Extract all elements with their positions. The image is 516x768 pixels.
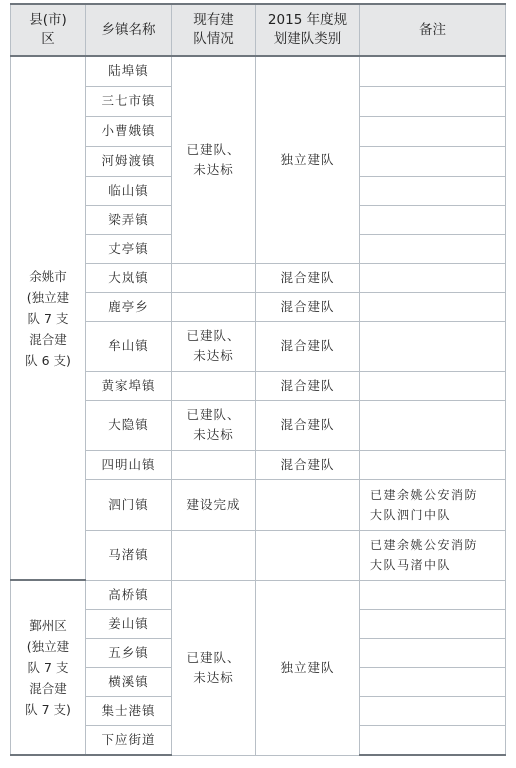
remark-cell (360, 725, 506, 755)
county-line: (独立建 (26, 639, 70, 654)
town-cell: 小曹娥镇 (86, 116, 172, 146)
status-line: 已建队、 (186, 328, 241, 343)
status-line: 未达标 (193, 669, 234, 685)
town-cell: 横溪镇 (86, 667, 172, 696)
remark-cell (360, 400, 506, 450)
status-line: 已建队、 (186, 649, 241, 665)
status-line: 未达标 (193, 161, 234, 177)
table-row (11, 292, 506, 321)
remark-line: 大队泗门中队 (370, 507, 452, 522)
town-cell: 三七市镇 (86, 86, 172, 116)
header-current-line-1: 现有建 (193, 12, 234, 28)
plan-cell: 混合建队 (256, 450, 360, 479)
header-plan (256, 4, 360, 56)
plan-cell (256, 479, 360, 530)
county-line: 队 7 支 (27, 660, 69, 675)
county-line: 鄞州区 (29, 618, 67, 633)
county-line: 混合建 (29, 681, 67, 696)
town-cell: 临山镇 (86, 176, 172, 205)
county-cell-yuyao (11, 56, 86, 580)
status-line: 已建队、 (186, 141, 241, 157)
town-cell: 丈亭镇 (86, 234, 172, 263)
remark-cell (360, 609, 506, 638)
town-cell: 集士港镇 (86, 696, 172, 725)
remark-cell (360, 86, 506, 116)
table-row (11, 321, 506, 371)
header-county-line-2: 区 (41, 31, 55, 47)
header-row (11, 4, 506, 56)
header-county-line-1: 县(市) (29, 12, 67, 28)
town-cell: 泗门镇 (86, 479, 172, 530)
status-cell (172, 530, 256, 580)
plan-cell: 混合建队 (256, 400, 360, 450)
fire-brigade-plan-table (10, 3, 506, 756)
table-row (11, 56, 506, 86)
status-cell (172, 321, 256, 371)
remark-cell (360, 116, 506, 146)
remark-cell (360, 56, 506, 86)
status-line: 未达标 (193, 427, 234, 442)
town-cell: 黄家埠镇 (86, 371, 172, 400)
plan-cell: 混合建队 (256, 371, 360, 400)
table-row (11, 479, 506, 530)
status-cell (172, 371, 256, 400)
remark-line: 大队马渚中队 (370, 558, 452, 572)
header-current (172, 4, 256, 56)
remark-cell (360, 450, 506, 479)
town-cell: 大岚镇 (86, 263, 172, 292)
remark-cell (360, 205, 506, 234)
remark-cell (360, 146, 506, 176)
remark-cell (360, 479, 506, 530)
remark-cell (360, 321, 506, 371)
remark-cell (360, 696, 506, 725)
county-line: 队 6 支) (25, 352, 71, 368)
status-cell (172, 400, 256, 450)
plan-cell: 混合建队 (256, 263, 360, 292)
plan-cell (256, 530, 360, 580)
header-remark: 备注 (360, 4, 506, 56)
remark-line: 已建余姚公安消防 (370, 487, 479, 502)
town-cell: 鹿亭乡 (86, 292, 172, 321)
remark-cell (360, 638, 506, 667)
remark-cell (360, 263, 506, 292)
remark-cell (360, 580, 506, 609)
town-cell: 姜山镇 (86, 609, 172, 638)
remark-cell (360, 176, 506, 205)
header-town: 乡镇名称 (86, 4, 172, 56)
town-cell: 河姆渡镇 (86, 146, 172, 176)
town-cell: 五乡镇 (86, 638, 172, 667)
plan-cell: 混合建队 (256, 292, 360, 321)
county-line: (独立建 (26, 289, 70, 305)
status-cell (172, 292, 256, 321)
status-cell: 建设完成 (172, 479, 256, 530)
town-cell: 大隐镇 (86, 400, 172, 450)
plan-cell: 独立建队 (256, 56, 360, 263)
plan-cell: 独立建队 (256, 580, 360, 755)
county-cell-yinzhou (11, 580, 86, 755)
status-cell (172, 450, 256, 479)
status-line: 已建队、 (186, 407, 241, 422)
header-plan-line-2: 划建队类别 (273, 31, 342, 47)
town-cell: 牟山镇 (86, 321, 172, 371)
county-line: 队 7 支 (27, 310, 69, 326)
table-row (11, 530, 506, 580)
town-cell: 梁弄镇 (86, 205, 172, 234)
header-plan-line-1: 2015 年度规 (267, 12, 348, 28)
remark-cell (360, 234, 506, 263)
remark-cell (360, 530, 506, 580)
status-cell (172, 263, 256, 292)
county-line: 混合建 (29, 331, 67, 347)
plan-cell: 混合建队 (256, 321, 360, 371)
town-cell: 下应街道 (86, 725, 172, 755)
table-row (11, 450, 506, 479)
status-cell (172, 580, 256, 755)
town-cell: 陆埠镇 (86, 56, 172, 86)
table-row (11, 371, 506, 400)
county-line: 队 7 支) (25, 702, 71, 717)
town-cell: 四明山镇 (86, 450, 172, 479)
status-cell (172, 56, 256, 263)
header-current-line-2: 队情况 (193, 31, 234, 47)
header-county (11, 4, 86, 56)
town-cell: 马渚镇 (86, 530, 172, 580)
remark-cell (360, 292, 506, 321)
table-row (11, 400, 506, 450)
table-row (11, 263, 506, 292)
county-line: 余姚市 (29, 268, 67, 284)
town-cell: 高桥镇 (86, 580, 172, 609)
table-row (11, 580, 506, 609)
status-line: 未达标 (193, 348, 234, 363)
remark-line: 已建余姚公安消防 (370, 538, 479, 552)
remark-cell (360, 371, 506, 400)
remark-cell (360, 667, 506, 696)
